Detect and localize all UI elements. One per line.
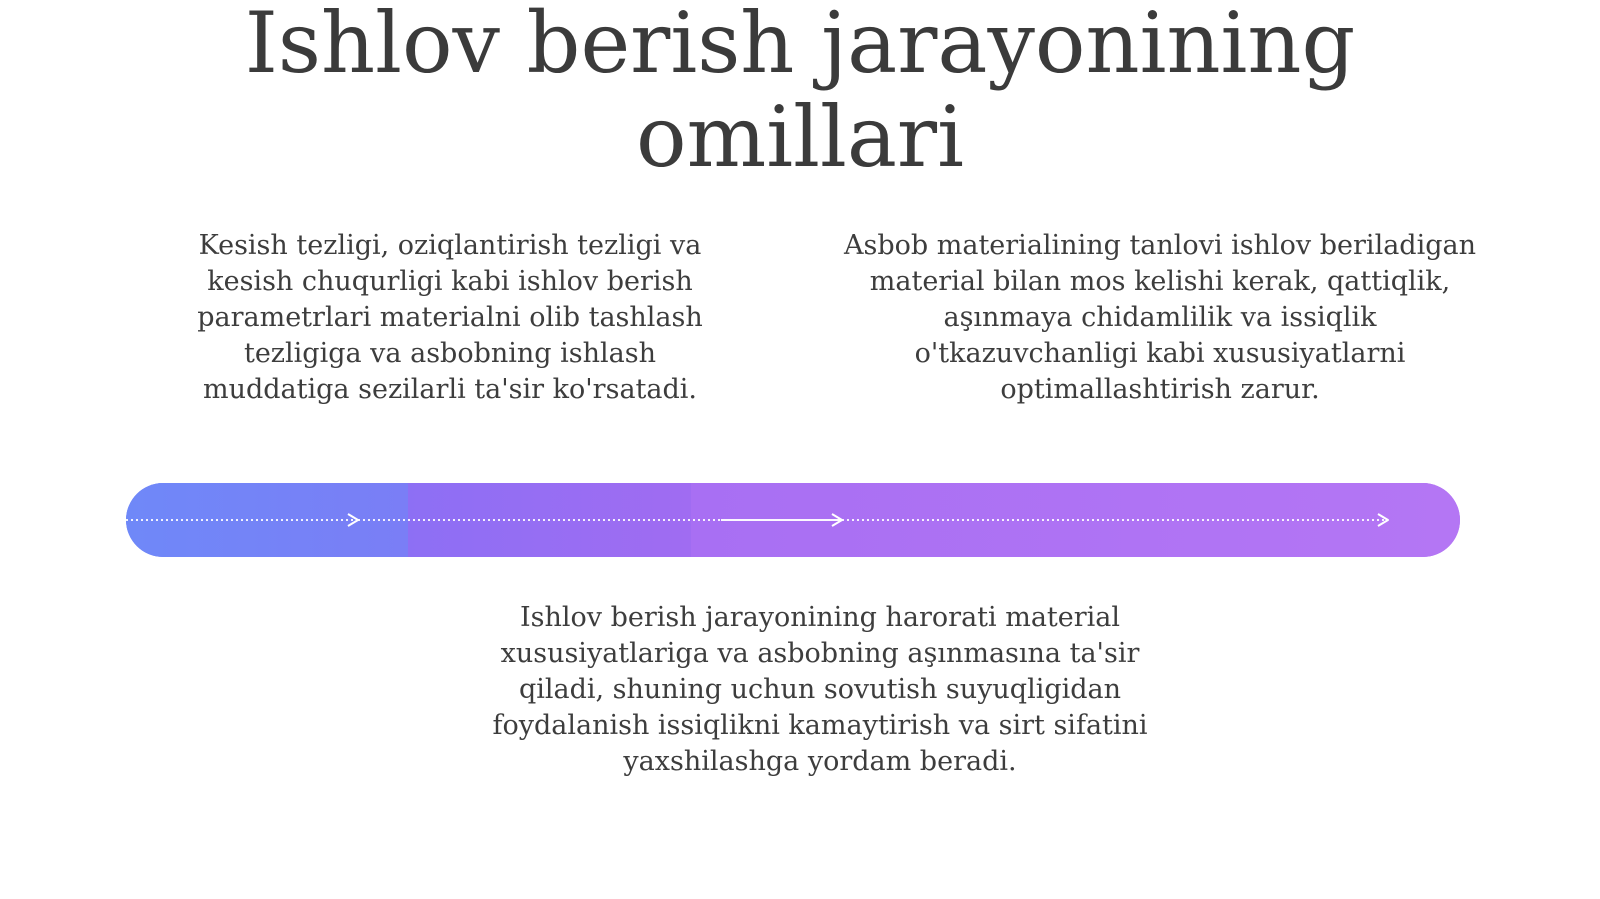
timeline-bar — [126, 483, 1460, 557]
timeline-arrows — [126, 483, 1460, 557]
arrow-right-icon — [348, 514, 358, 526]
factor-text-tool-material: Asbob materialining tanlovi ishlov beriladigan material bilan mos kelishi kerak, qattiqlik, aşınmaya chidamlilik va issiqlik o'tkazuvchanligi kabi xususiyatlarni optimallashtirish zarur. — [843, 230, 1476, 405]
slide-title — [0, 0, 1600, 184]
title-line-2: omillari — [636, 88, 964, 186]
title-line-1: Ishlov berish jarayonining — [244, 0, 1356, 92]
factor-text-temperature: Ishlov berish jarayonining harorati material xususiyatlariga va asbobning aşınmasına ta'sir qiladi, shuning uchun sovutish suyuqligidan foydalanish issiqlikni kamaytirish va sirt sifatini yaxshilashga yordam beradi. — [492, 602, 1148, 777]
factor-text-parameters: Kesish tezligi, oziqlantirish tezligi va kesish chuqurligi kabi ishlov berish parametrlari materialni olib tashlash tezligiga va asbobning ishlash muddatiga sezilarli ta'sir ko'rsatadi. — [197, 230, 703, 405]
